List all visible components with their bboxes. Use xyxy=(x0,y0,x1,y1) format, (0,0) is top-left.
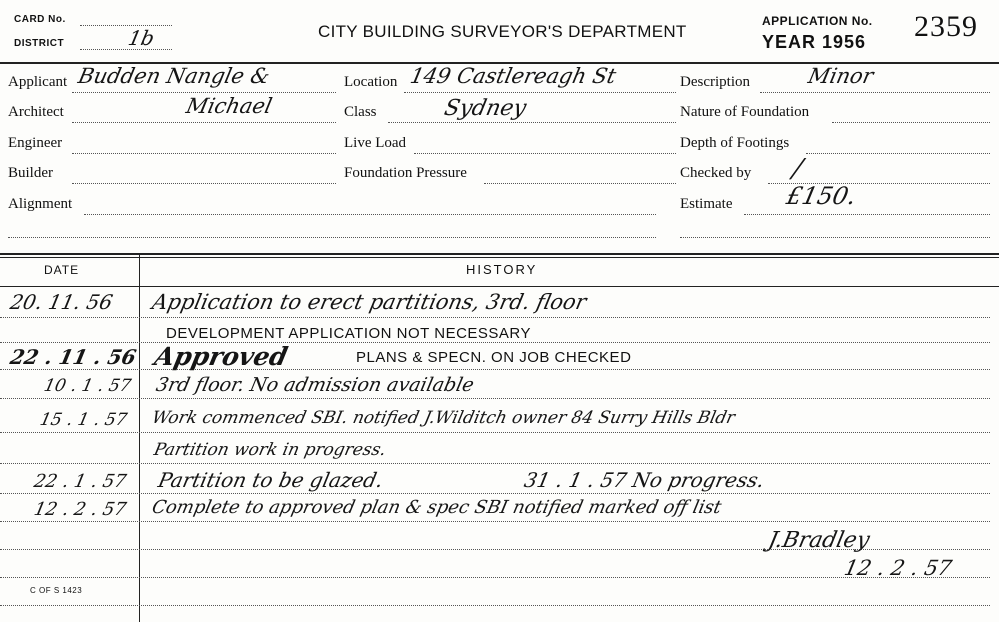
district-label: DISTRICT xyxy=(14,38,65,49)
history-text-2: 31 . 1 . 57 No progress. xyxy=(522,468,767,492)
card-no-label: CARD No. xyxy=(14,14,66,25)
checked-by-value: / xyxy=(790,154,806,184)
depth-of-footings-label: Depth of Footings xyxy=(680,135,790,151)
checked-by-label: Checked by xyxy=(680,165,752,181)
date-header: DATE xyxy=(44,263,80,277)
blank-line-1 xyxy=(8,237,656,238)
history-line xyxy=(0,369,990,370)
architect-value: Michael xyxy=(184,94,275,118)
department-title: CITY BUILDING SURVEYOR'S DEPARTMENT xyxy=(318,22,687,41)
alignment-line xyxy=(84,214,656,215)
history-text: Partition to be glazed. xyxy=(156,468,386,492)
history-stamp: DEVELOPMENT APPLICATION NOT NECESSARY xyxy=(166,325,531,342)
history-line xyxy=(0,432,990,433)
applicant-value: Budden Nangle & xyxy=(76,64,272,88)
alignment-label: Alignment xyxy=(8,196,73,212)
description-label: Description xyxy=(680,74,750,90)
applicant-line xyxy=(72,92,336,93)
foundation-pressure-label: Foundation Pressure xyxy=(344,165,467,181)
engineer-line xyxy=(72,153,336,154)
district-value: 1b xyxy=(126,26,157,50)
history-text: Work commenced SBI. notified J.Wilditch owner 84 Surry Hills Bldr xyxy=(150,408,737,428)
history-header-rule xyxy=(0,286,999,287)
history-line xyxy=(0,342,990,343)
architect-label: Architect xyxy=(8,104,64,120)
nature-of-foundation-label: Nature of Foundation xyxy=(680,104,810,120)
history-text: 3rd floor. No admission available xyxy=(154,374,477,396)
history-date: 22 . 11 . 56 xyxy=(8,345,139,369)
card-no-line xyxy=(80,25,172,26)
builder-line xyxy=(72,183,336,184)
history-date: 12 . 2 . 57 xyxy=(32,499,129,520)
signature-date: 12 . 2 . 57 xyxy=(842,556,954,580)
description-value: Minor xyxy=(806,64,876,88)
description-line xyxy=(760,92,990,93)
engineer-label: Engineer xyxy=(8,135,63,151)
builder-label: Builder xyxy=(8,165,53,181)
history-text: Complete to approved plan & spec SBI notified marked off list xyxy=(150,497,724,518)
class-value: Sydney xyxy=(442,96,529,121)
history-top-rule xyxy=(0,253,999,255)
history-line xyxy=(0,317,990,318)
history-header: HISTORY xyxy=(466,262,538,277)
nature-of-foundation-line xyxy=(832,122,990,123)
history-stamp: PLANS & SPECN. ON JOB CHECKED xyxy=(356,349,632,366)
estimate-value: £150. xyxy=(784,182,859,210)
history-date: 10 . 1 . 57 xyxy=(42,376,133,396)
history-line xyxy=(0,463,990,464)
blank-line-2 xyxy=(680,237,990,238)
foundation-pressure-line xyxy=(484,183,676,184)
class-label: Class xyxy=(344,104,377,120)
history-text: Approved xyxy=(152,342,291,371)
history-date: 20. 11. 56 xyxy=(8,290,115,314)
applicant-label: Applicant xyxy=(8,74,68,90)
live-load-label: Live Load xyxy=(344,135,407,151)
history-text: Application to erect partitions, 3rd. floor xyxy=(150,290,589,314)
application-no-value: 2359 xyxy=(914,10,978,43)
architect-line xyxy=(72,122,336,123)
history-date: 22 . 1 . 57 xyxy=(32,471,129,492)
estimate-line xyxy=(744,214,990,215)
history-line xyxy=(0,493,990,494)
signature: J.Bradley xyxy=(766,528,872,553)
date-column-divider xyxy=(139,255,140,622)
history-top-rule-inner xyxy=(0,257,999,258)
location-label: Location xyxy=(344,74,398,90)
year-label: YEAR 1956 xyxy=(762,32,867,52)
location-value: 149 Castlereagh St xyxy=(408,64,619,88)
history-text: Partition work in progress. xyxy=(152,440,388,460)
application-no-label: APPLICATION No. xyxy=(762,14,873,28)
history-line xyxy=(0,605,990,606)
location-line xyxy=(404,92,676,93)
form-code: C OF S 1423 xyxy=(30,586,83,595)
history-line xyxy=(0,521,990,522)
live-load-line xyxy=(414,153,676,154)
history-date: 15 . 1 . 57 xyxy=(38,410,129,430)
history-line xyxy=(0,398,990,399)
depth-of-footings-line xyxy=(806,153,990,154)
class-line xyxy=(388,122,676,123)
estimate-label: Estimate xyxy=(680,196,733,212)
